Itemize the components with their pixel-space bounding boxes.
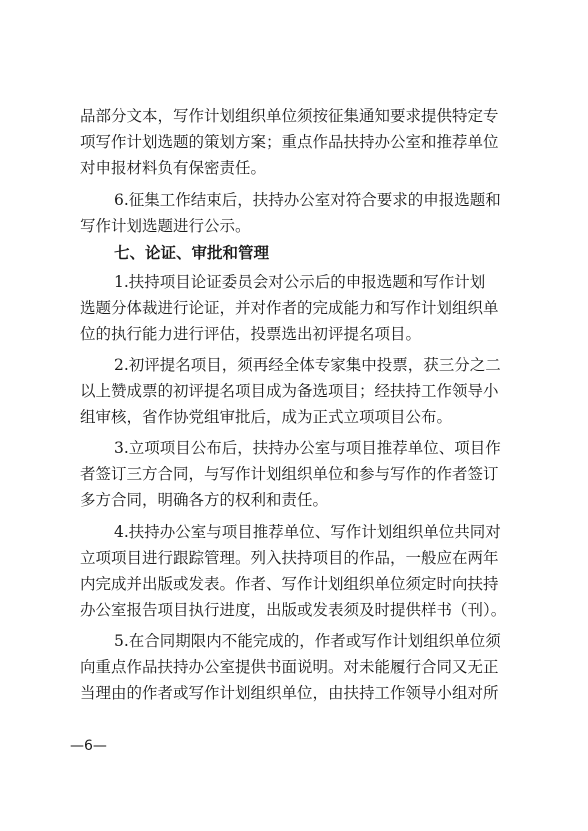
paragraph-line	[0, 487, 588, 513]
line-text: 位的执行能力进行评估，投票选出初评提名项目。	[80, 325, 422, 343]
line-text: 5.在合同期限内不能完成的，作者或写作计划组织单位须	[114, 632, 501, 650]
paragraph-line	[0, 378, 588, 404]
line-text: 3.立项项目公布后，扶持办公室与项目推荐单位、项目作	[114, 439, 501, 457]
line-text: 者签订三方合同，与写作计划组织单位和参与写作的作者签订	[80, 465, 499, 483]
paragraph-line	[0, 545, 588, 571]
line-text: 当理由的作者或写作计划组织单位，由扶持工作领导小组对所	[80, 684, 499, 702]
paragraph-line	[0, 571, 588, 597]
line-text: 选题分体裁进行论证，并对作者的完成能力和写作计划组织单	[80, 299, 499, 317]
line-text: 对申报材料负有保密责任。	[80, 159, 267, 177]
line-text: 6.征集工作结束后，扶持办公室对符合要求的申报选题和	[114, 191, 501, 209]
paragraph-line	[0, 597, 588, 623]
section-heading	[0, 240, 588, 266]
page-number: —6—	[70, 738, 107, 754]
paragraph-line	[0, 187, 588, 213]
paragraph-line	[0, 321, 588, 347]
line-text: 以上赞成票的初评提名项目成为备选项目；经扶持工作领导小	[80, 382, 499, 400]
paragraph-line	[0, 352, 588, 378]
paragraph-line	[0, 269, 588, 295]
line-text: 4.扶持办公室与项目推荐单位、写作计划组织单位共同对	[114, 523, 501, 541]
paragraph-line	[0, 519, 588, 545]
line-text: 组审核，省作协党组审批后，成为正式立项项目公布。	[80, 408, 453, 426]
line-text: 立项项目进行跟踪管理。列入扶持项目的作品，一般应在两年	[80, 549, 499, 567]
line-text: 品部分文本，写作计划组织单位须按征集通知要求提供特定专	[80, 107, 499, 125]
line-text: 1.扶持项目论证委员会对公示后的申报选题和写作计划	[114, 273, 486, 291]
heading-text: 七、论证、审批和管理	[114, 244, 270, 262]
paragraph-line	[0, 404, 588, 430]
line-text: 2.初评提名项目，须再经全体专家集中投票，获三分之二	[114, 356, 501, 374]
line-text: 写作计划选题进行公示。	[80, 217, 251, 235]
line-text: 项写作计划选题的策划方案；重点作品扶持办公室和推荐单位	[80, 133, 499, 151]
paragraph-line	[0, 628, 588, 654]
paragraph-line	[0, 129, 588, 155]
paragraph-line	[0, 435, 588, 461]
line-text: 多方合同，明确各方的权利和责任。	[80, 491, 329, 509]
line-text: 办公室报告项目执行进度，出版或发表须及时提供样书（刊）。	[80, 601, 507, 619]
paragraph-line	[0, 213, 588, 239]
paragraph-line	[0, 680, 588, 706]
line-text: 向重点作品扶持办公室提供书面说明。对未能履行合同又无正	[80, 658, 499, 676]
paragraph-line	[0, 654, 588, 680]
paragraph-line	[0, 295, 588, 321]
paragraph-line	[0, 103, 588, 129]
line-text: 内完成并出版或发表。作者、写作计划组织单位须定时向扶持	[80, 575, 499, 593]
paragraph-line	[0, 155, 588, 181]
paragraph-line	[0, 461, 588, 487]
